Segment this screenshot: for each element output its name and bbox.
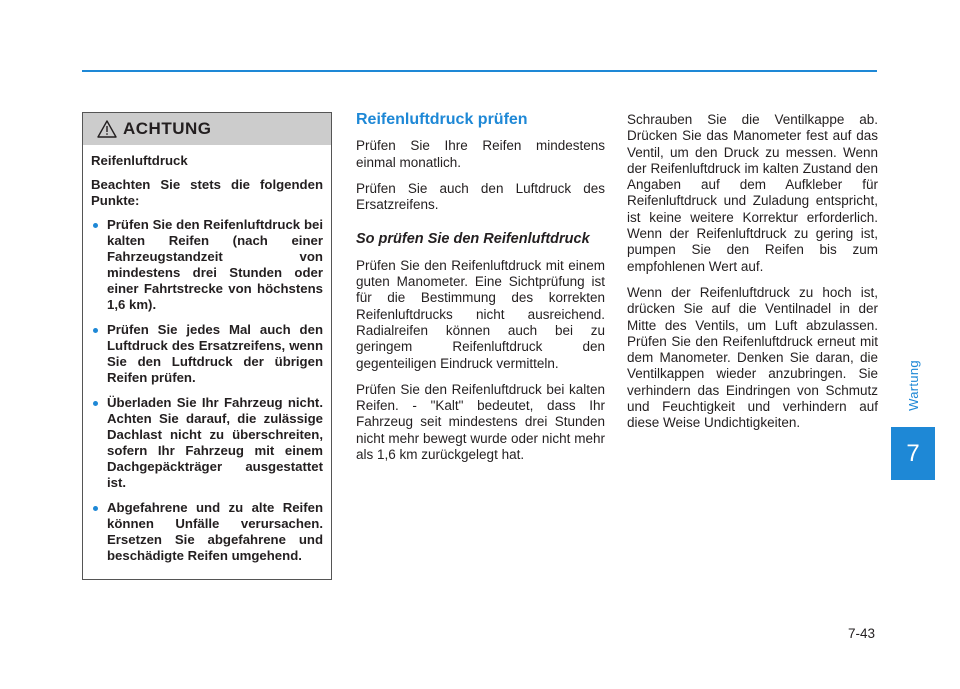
paragraph: Schrauben Sie die Ventilkappe ab. Drücken Sie das Manometer fest auf das Ventil, um den Druck zu messen. Wenn der Reifenluftdruck im kalten Zustand den Angaben auf dem Aufkleber für Reifenluftdruck und Zuladung entspricht, ist keine weitere Korrektur erforderlich. Wenn der Reifenluftdruck zu gering ist, pumpen Sie den Reifen bis zum empfohlenen Wert auf. [627, 112, 878, 274]
warning-item: Prüfen Sie den Reifenluftdruck bei kalten Reifen (nach einer Fahrzeugstandzeit von mindestens drei Stunden oder einer Fahrtstrecke von höchstens 1,6 km). [91, 217, 323, 313]
warning-subtitle: Reifenluftdruck [91, 153, 188, 168]
warning-triangle-icon [97, 120, 117, 138]
subsection-title: So prüfen Sie den Reifenluftdruck [356, 231, 590, 248]
warning-header [83, 113, 331, 145]
warning-body [83, 145, 331, 564]
warning-item: Abgefahrene und zu alte Reifen können Unfälle verursachen. Ersetzen Sie abgefahrene und beschädigte Reifen umgehend. [91, 500, 323, 564]
warning-item: Prüfen Sie jedes Mal auch den Luftdruck des Ersatzreifens, wenn Sie den Luftdruck der übrigen Reifen prüfen. [91, 322, 323, 386]
top-rule [82, 70, 877, 72]
warning-list [91, 217, 323, 564]
warning-intro: Beachten Sie stets die folgenden Punkte: [91, 177, 323, 208]
chapter-label: Wartung [905, 359, 921, 411]
section-title: Reifenluftdruck prüfen [356, 111, 528, 128]
text-column-middle [356, 112, 605, 473]
chapter-number: 7 [891, 427, 935, 480]
chapter-tab [891, 340, 935, 480]
paragraph: Prüfen Sie Ihre Reifen mindestens einmal monatlich. [356, 138, 605, 170]
paragraph: Prüfen Sie den Reifenluftdruck bei kalten Reifen. - "Kalt" bedeutet, dass Ihr Fahrzeug seit mindestens drei Stunden nicht mehr bewegt wurde oder nicht mehr als 1,6 km zurückgelegt hat. [356, 381, 605, 463]
warning-box [82, 112, 332, 580]
paragraph: Wenn der Reifenluftdruck zu hoch ist, drücken Sie auf die Ventilnadel in der Mitte des Ventils, um Luft abzulassen. Prüfen Sie den Reifenluftdruck erneut mit dem Manometer. Denken Sie daran, die Ventilkappen wieder anzubringen. Sie verhindern das Eindringen von Schmutz und Feuchtigkeit und verhindern auf diese Weise Undichtigkeiten. [627, 284, 878, 431]
warning-title: ACHTUNG [123, 119, 212, 138]
paragraph: Prüfen Sie auch den Luftdruck des Ersatzreifens. [356, 180, 605, 213]
page-number: 7-43 [847, 626, 875, 641]
warning-item: Überladen Sie Ihr Fahrzeug nicht. Achten Sie darauf, die zulässige Dachlast nicht zu überschreiten, sofern Ihr Fahrzeug mit einem Dachgepäckträger ausgestattet ist. [91, 395, 323, 491]
paragraph: Prüfen Sie den Reifenluftdruck mit einem guten Manometer. Eine Sichtprüfung ist für die Bestimmung des korrekten Reifenluftdrucks nicht ausreichend. Radialreifen können auch bei zu geringem Reifenluftdruck den gegenteiligen Eindruck vermitteln. [356, 257, 605, 371]
text-column-right [627, 112, 878, 442]
